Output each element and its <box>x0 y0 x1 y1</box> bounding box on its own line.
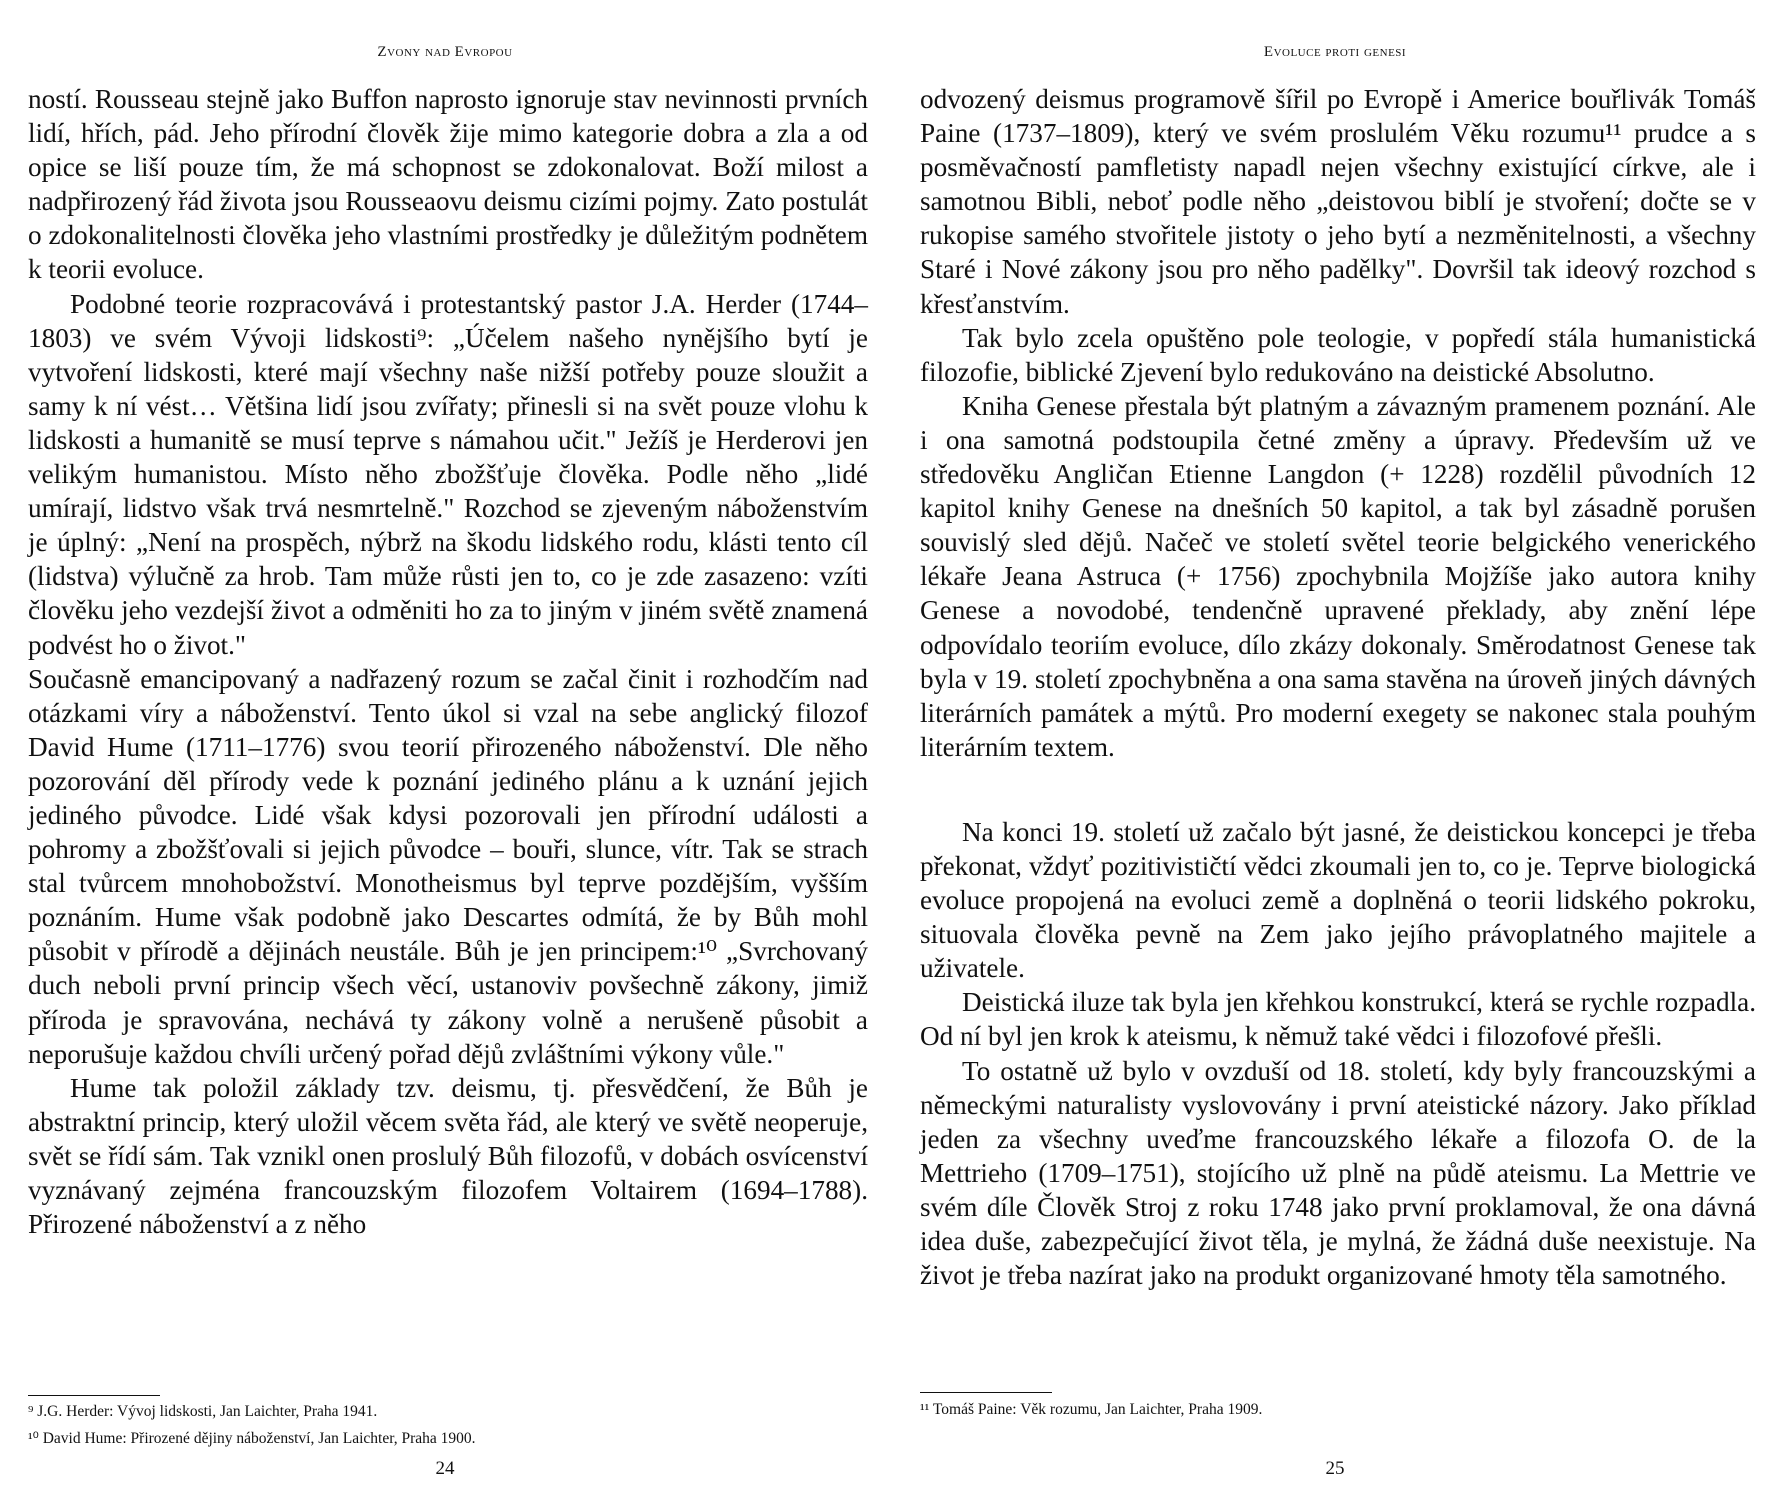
paragraph: Kniha Genese přestala být platným a závazným pramenem poznání. Ale i ona samotná podstoupila četné změny a úpravy. Především už ve středověku Angličan Etienne Langdon (+ 1228) rozdělil původních 12 kapitol knihy Genese na dnešních 50 kapitol, a tak byl zásadně porušen souvislý sled dějů. Načeč ve století světel teorie belgického venerického lékaře Jeana Astruca (+ 1756) zpochybnila Mojžíše jako autora knihy Genese a novodobé, tendenčně upravené překlady, aby znění lépe odpovídalo teoriím evoluce, dílo zkázy dokonaly. Směrodatnost Genese tak byla v 19. století zpochybněna a ona sama stavěna na úroveň jiných dávných literárních památek a mýtů. Pro moderní exegety se nakonec stala pouhým literárním textem. <box>920 390 1756 762</box>
footnote: ¹⁰ David Hume: Přirozené dějiny náboženství, Jan Laichter, Praha 1900. <box>28 1430 476 1447</box>
paragraph: Na konci 19. století už začalo být jasné, že deistickou koncepci je třeba překonat, vždyť pozitivističtí vědci zkoumali jen to, co je. Teprve biologická evoluce propojená na evoluci země a doplněná o teorii lidského pokroku, situovala člověka pevně na Zem jako jejího právoplatného majitele a uživatele. <box>920 816 1756 984</box>
footnotes <box>28 1398 476 1452</box>
paragraph: To ostatně už bylo v ovzduší od 18. století, kdy byly francouzskými a německými naturalisty vyslovovány i první ateistické názory. Jako příklad jeden za všechny uveďme francouzského lékaře a filozofa O. de la Mettrieho (1709–1751), stojícího už plně na půdě ateismu. La Mettrie ve svém díle Člověk Stroj z roku 1748 jako první proklamoval, že ona dávná idea duše, zabezpečující život těla, je mylná, že žádná duše neexistuje. Na život je třeba nazírat jako na produkt organizované hmoty těla samotného. <box>920 1055 1756 1291</box>
paragraph: Současně emancipovaný a nadřazený rozum se začal činit i rozhodčím nad otázkami víry a náboženství. Tento úkol si vzal na sebe anglický filozof David Hume (1711–1776) svou teorií přirozeného náboženství. Dle něho pozorování děl přírody vede k poznání jediného plánu a k uznání jejich jediného původce. Lidé však kdysi pozorovali jen přírodní události a pohromy a zbožšťovali si jejich původce – bouři, slunce, vítr. Tak se strach stal tvůrcem mnohobožství. Monotheismus byl teprve pozdějším, vyšším poznáním. Hume však podobně jako Descartes odmítá, že by Bůh mohl působit v přírodě a dějinách neustále. Bůh je jen principem:¹⁰ „Svrchovaný duch neboli první princip všech věcí, ustanoviv povšechně zákony, jimiž příroda je spravována, nechává ty zákony volně a nerušeně působit a neporušuje každou chvíli určený pořad dějů zvláštními výkony vůle." <box>28 663 868 1069</box>
right-page <box>890 0 1780 1500</box>
body-text <box>28 82 868 1241</box>
paragraph: Podobné teorie rozpracovává i protestantský pastor J.A. Herder (1744–1803) ve svém Vývoji lidskosti⁹: „Účelem našeho nynějšího bytí je vytvoření lidskosti, které mají všechny naše nižší potřeby pouze sloužit a samy k ní vést… Většina lidí jsou zvířaty; přinesli si na svět pouze vlohu k lidskosti a humanitě se musí teprve s námahou učit." Ježíš je Herderovi jen velikým humanistou. Místo něho zbožšťuje člověka. Podle něho „lidé umírají, lidstvo však trvá nesmrtelně." Rozchod se zjeveným náboženstvím je úplný: „Není na prospěch, nýbrž na škodu lidského rodu, klásti tento cíl (lidstva) výlučně za hrob. Tam může růsti jen to, co je zde zasazeno: vzíti člověku jeho vezdejší život a odměniti ho za to jiným v jiném světě znamená podvést ho o život." <box>28 288 868 660</box>
footnote: ⁹ J.G. Herder: Vývoj lidskosti, Jan Laichter, Praha 1941. <box>28 1403 378 1420</box>
paragraph: Deistická iluze tak byla jen křehkou konstrukcí, která se rychle rozpadla. Od ní byl jen krok k ateismu, k němuž také vědci i filozofové přešli. <box>920 987 1756 1052</box>
paragraph: odvozený deismus programově šířil po Evropě i Americe bouřlivák Tomáš Paine (1737–1809), který ve svém proslulém Věku rozumu¹¹ prudce a s posměvačností pamfletisty napadl nejen všechny existující církve, ale i samotnou Bibli, neboť podle něho „deistovou biblí je stvoření; dočte se v rukopise samého stvořitele jistoty o jeho bytí a nezměnitelnosti, a všechny Staré i Nové zákony jsou pro něho padělky". Dovršil tak ideový rozchod s křesťanstvím. <box>920 84 1756 319</box>
paragraph: Tak bylo zcela opuštěno pole teologie, v popředí stála humanistická filozofie, biblické Zjevení bylo redukováno na deistické Absolutno. <box>920 322 1756 387</box>
page-number: 24 <box>435 1458 455 1479</box>
footnote-rule <box>28 1395 160 1396</box>
paragraph: ností. Rousseau stejně jako Buffon naprosto ignoruje stav nevinnosti prvních lidí, hřích, pád. Jeho přírodní člověk žije mimo kategorie dobra a zla a od opice se liší pouze tím, že má schopnost se zdokonalovat. Boží milost a nadpřirozený řád života jsou Rousseaovu deismu cizími pojmy. Zato postulát o zdokonalitelnosti člověka jeho vlastními prostředky je důležitým podnětem k teorii evoluce. <box>28 84 868 285</box>
page-number: 25 <box>1325 1458 1345 1479</box>
running-head: Evoluce proti genesi <box>1263 44 1407 60</box>
body-text <box>920 82 1756 1292</box>
footnote: ¹¹ Tomáš Paine: Věk rozumu, Jan Laichter, Praha 1909. <box>920 1401 1263 1418</box>
paragraph: Hume tak položil základy tzv. deismu, tj. přesvědčení, že Bůh je abstraktní princip, který uložil věcem světa řád, ale který ve světě neoperuje, svět se řídí sám. Tak vznikl onen proslulý Bůh filozofů, v dobách osvícenství vyznávaný zejména francouzským filozofem Voltairem (1694–1788). Přirozené náboženství a z něho <box>28 1072 868 1240</box>
running-head: Zvony nad Evropou <box>377 44 513 60</box>
footnote-rule <box>920 1392 1052 1393</box>
footnotes <box>920 1396 1262 1423</box>
